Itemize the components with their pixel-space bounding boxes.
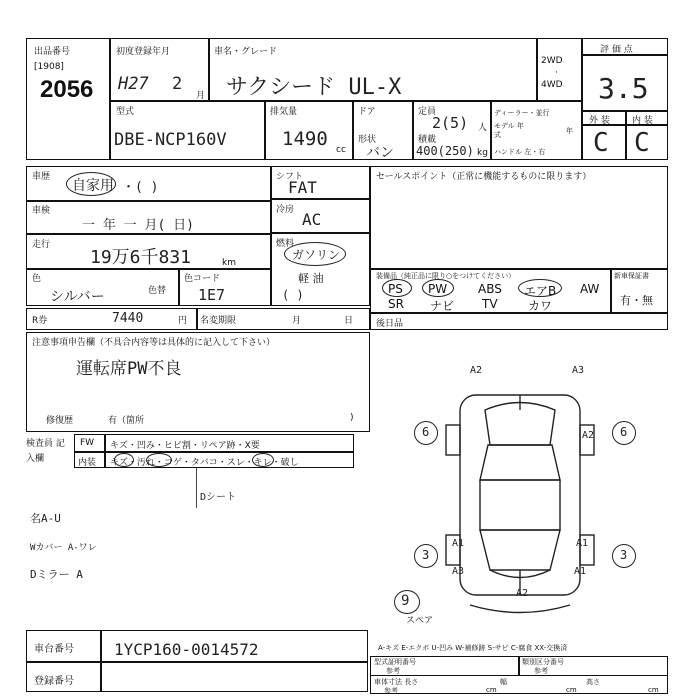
load-label: 積載 [418,135,437,145]
first-reg-month: 2 [172,74,183,94]
mileage-value: 19万6千831 [90,247,192,268]
divider [412,100,414,160]
name-value: サクシード UL-X [226,75,402,100]
fuel-label: 燃料 [276,239,295,249]
fuel-alt: 軽 油 [298,272,324,285]
damage-mark: 6 [422,425,430,439]
equip-sr: SR [388,297,404,311]
divider [270,232,370,234]
body-size-label: 車体寸法 長さ [374,678,419,686]
dealer-label: ディーラー・並行 [494,109,550,117]
cm-unit: cm [486,686,497,694]
inspection-value: 一 年 一 月( 日) [82,218,194,233]
ps-circle [382,279,412,297]
interior-mark-circle [146,453,172,467]
name-change-label: 名変期限 [200,316,237,326]
reg-label: 登録番号 [34,676,74,687]
pw-circle [422,279,454,297]
year-unit: 年 [566,127,573,135]
cert-ref: 参考 [386,667,400,675]
size-ref: 参考 [384,687,398,695]
repair-value: 有（箇所 [108,416,145,426]
first-reg-label: 初度登録年月 [116,47,171,57]
divider [610,268,612,312]
nc-month-unit: 月 [292,316,302,326]
history-value: 自家用 [72,178,114,194]
lot-number: 2056 [40,76,94,103]
divider [74,451,354,453]
divider [26,661,368,663]
leader-line [196,468,197,508]
notes-label: 注意事項申告欄（不具合内容等は具体的に記入して下さい） [32,338,276,348]
hand-note: Wカバー A-ワレ [30,543,97,553]
interior-row-text: キズ・汚れ・コゲ・タバコ・スレ・キレ・破し [110,458,299,468]
divider [370,312,668,314]
displacement-unit: cc [336,145,346,155]
hand-note: Dシート [200,492,237,503]
grade-value: 3.5 [598,72,649,105]
damage-mark: 6 [620,425,628,439]
displacement-value: 1490 [282,128,328,150]
cert-label: 型式証明番号 [374,658,416,666]
capacity-value: 2(5) [432,114,469,132]
new-car-value: 有・無 [620,294,653,307]
history-label: 車歴 [32,172,51,182]
equip-abs: ABS [478,282,502,296]
equip-label: 装備品（純正品に限り○をつけてください） [376,272,516,280]
color-code-label: 色コード [184,274,221,284]
exterior-label: 外 装 [589,116,610,126]
hand-note: 名A-U [30,512,61,525]
fuel-paren: ( ) [282,288,304,302]
damage-mark: A3 [452,566,465,577]
divider [208,38,210,101]
displacement-label: 排気量 [270,107,298,117]
new-car-label: 新車保証書 [614,272,649,280]
model-value: DBE-NCP160V [114,130,227,150]
color-change-label: 色替 [148,286,167,296]
capacity-label: 定員 [418,107,437,117]
drive-2wd: 2WD [541,56,563,66]
shape-label: 形状 [358,135,377,145]
mileage-label: 走行 [32,240,51,250]
divider [26,200,270,202]
divider [100,630,102,692]
notes-text: 運転席PW不良 [76,359,182,379]
spare-label: スペア [406,616,434,626]
name-label: 車名・グレード [214,47,278,57]
interior-mark-circle [252,453,274,467]
recycle-unit: 円 [178,316,188,326]
load-unit: kg [477,148,488,158]
divider [270,198,370,200]
nc-day-unit: 日 [344,316,354,326]
damage-mark: A1 [574,566,587,577]
chassis-label: 車台番号 [34,644,74,655]
month-unit: 月 [196,91,206,101]
equip-ps: PS [388,282,403,296]
divider [352,100,354,160]
interior-value: C [634,128,650,158]
hand-note: Dミラー A [30,568,83,581]
divider [26,233,270,235]
height-label: 高さ [586,678,600,686]
ac-label: 冷房 [276,205,295,215]
divider [490,100,492,160]
cat-label: 類別区分番号 [522,658,564,666]
equip-navi: ナビ [430,299,455,313]
equip-airbag: エアB [524,284,557,298]
inspection-label: 車検 [32,206,51,216]
damage-mark: A3 [572,365,585,376]
recycle-value: 7440 [112,311,144,326]
model-label: 型式 [116,107,135,117]
shift-value: FAT [288,178,317,197]
drive-dot: · [555,68,558,78]
interior-mark-circle [114,453,134,467]
ac-value: AC [302,210,322,229]
load-value: 400(250) [416,144,474,158]
divider [196,308,198,330]
grade-label: 評 価 点 [600,45,633,55]
divider [625,110,627,160]
divider [370,268,668,270]
divider [270,166,272,306]
legend: A-キズ E-エクボ U-凹み W-補修跡 S-サビ C-腐食 XX-交換済 [378,644,568,652]
cat-ref: 参考 [534,667,548,675]
cm-unit: cm [566,686,577,694]
history-paren: ・( ) [122,180,159,195]
lot-label: 出品番号 [34,47,71,57]
recycle-label: R券 [32,316,48,326]
spare-value: 9 [401,593,410,609]
divider [264,100,266,160]
drive-4wd: 4WD [541,80,563,90]
damage-mark: A2 [470,365,483,376]
sales-points-label: セールスポイント（正常に機能するものに限ります） [376,172,592,182]
lot-sub: [1908] [34,62,64,72]
divider [536,38,538,101]
fw-label: FW [80,438,95,448]
equip-aw: AW [580,282,600,296]
first-reg-value: H27 [118,74,149,94]
equip-pw: PW [428,282,448,296]
damage-mark: 3 [620,548,628,562]
divider [370,675,668,676]
width-label: 幅 [500,678,507,686]
car-diagram [410,365,660,615]
door-label: ドア [358,107,376,117]
divider [178,268,180,306]
shape-value: バン [366,145,394,161]
divider [104,434,106,468]
shift-label: シフト [276,172,304,182]
fuel-value: ガソリン [292,248,341,262]
model-year-label: モデル 年式 [494,122,524,139]
inspector-label: 検査員 記入欄 [26,439,65,464]
cm-unit: cm [648,686,659,694]
repair-label: 修復歴 [46,416,74,426]
later-label: 後日品 [376,319,404,329]
color-label: 色 [32,274,42,284]
damage-mark: A2 [582,430,595,441]
airbag-circle [518,279,562,297]
fw-text: キズ・凹み・ヒビ割・リペア跡・X要 [110,441,260,451]
color-code-value: 1E7 [198,286,226,304]
divider [518,656,520,675]
equip-leather: カワ [528,299,553,313]
capacity-unit: 人 [478,123,488,133]
interior-label: 内 装 [632,116,653,126]
chassis-value: 1YCP160-0014572 [114,640,259,659]
exterior-value: C [593,128,609,158]
color-value: シルバー [50,289,105,305]
repair-close: ) [350,413,354,423]
damage-mark: A2 [516,588,529,599]
interior-row-label: 内装 [78,458,97,468]
equip-tv: TV [482,297,498,311]
damage-mark: 3 [422,548,430,562]
damage-mark: A1 [452,538,465,549]
recycle-box [26,308,370,330]
mileage-unit: km [222,258,236,268]
handle-label: ハンドル 左・右 [494,148,546,156]
damage-mark: A1 [576,538,589,549]
